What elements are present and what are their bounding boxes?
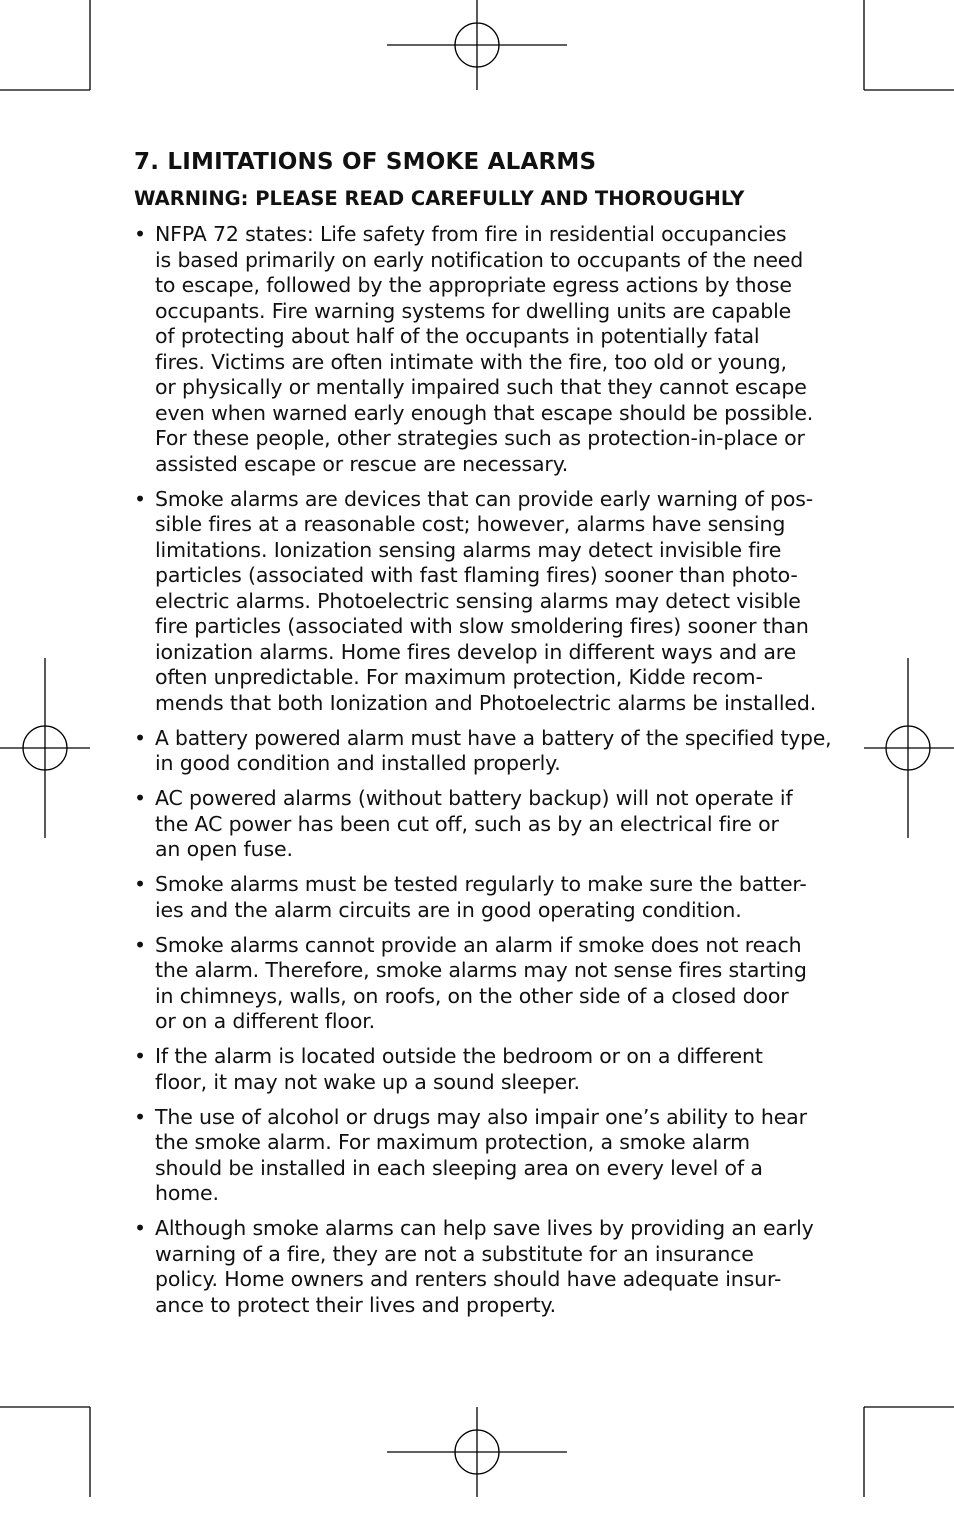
text-line: or on a different floor. [155, 1009, 375, 1033]
list-item [134, 1044, 834, 1095]
crop-mark-top-left [0, 0, 90, 90]
crop-mark-bottom-left [0, 1407, 90, 1497]
limitations-section [134, 146, 834, 1328]
text-line: even when warned early enough that escape should be possible. [155, 400, 814, 425]
text-line: A battery powered alarm must have a battery of the specified type, [155, 725, 832, 750]
bullet-marker: • [134, 1216, 146, 1240]
text-line: ionization alarms. Home fires develop in different ways and are [155, 639, 797, 664]
text-line: the AC power has been cut off, such as by an electrical fire or [155, 811, 779, 836]
registration-target-bottom [387, 1407, 567, 1497]
warning-heading: WARNING: PLEASE READ CAREFULLY AND THOROUGHLY [134, 187, 745, 210]
text-line: in good condition and installed properly. [155, 751, 561, 775]
text-line: limitations. Ionization sensing alarms may detect invisible fire [155, 537, 782, 562]
bullet-marker: • [134, 486, 146, 511]
text-line: fires. Victims are often intimate with the fire, too old or young, [155, 349, 787, 374]
text-line: Smoke alarms cannot provide an alarm if smoke does not reach [155, 932, 802, 957]
bullet-marker: • [134, 786, 146, 810]
text-line: the smoke alarm. For maximum protection, a smoke alarm [155, 1130, 750, 1154]
text-line: ies and the alarm circuits are in good operating condition. [155, 897, 742, 922]
text-line: Smoke alarms are devices that can provide early warning of pos- [155, 486, 814, 511]
crop-mark-top-right [864, 0, 954, 90]
text-line: or physically or mentally impaired such that they cannot escape [155, 375, 807, 399]
text-line: particles (associated with fast flaming fires) sooner than photo- [155, 563, 798, 587]
text-line: ance to protect their lives and property. [155, 1292, 556, 1317]
text-line: to escape, followed by the appropriate egress actions by those [155, 273, 792, 297]
list-item [134, 1216, 834, 1318]
text-line: Although smoke alarms can help save lives by providing an early [155, 1216, 814, 1240]
list-item [134, 726, 834, 777]
text-line: For these people, other strategies such as protection-in-place or [155, 426, 805, 450]
crop-mark-bottom-right [864, 1407, 954, 1497]
text-line: should be installed in each sleeping area on every level of a [155, 1155, 763, 1180]
text-line: policy. Home owners and renters should have adequate insur- [155, 1267, 782, 1291]
section-title: LIMITATIONS OF SMOKE ALARMS [167, 149, 597, 175]
limitations-list [134, 222, 834, 1318]
text-line: the alarm. Therefore, smoke alarms may not sense fires starting [155, 958, 807, 982]
text-line: of protecting about half of the occupants in potentially fatal [155, 324, 760, 348]
text-line: occupants. Fire warning systems for dwelling units are capable [155, 298, 792, 323]
registration-target-top [387, 0, 567, 90]
list-item [134, 872, 834, 923]
text-line: sible fires at a reasonable cost; however, alarms have sensing [155, 512, 786, 536]
text-line: AC powered alarms (without battery backup) will not operate if [155, 786, 793, 810]
text-line: assisted escape or rescue are necessary. [155, 451, 569, 476]
text-line: in chimneys, walls, on roofs, on the other side of a closed door [155, 983, 789, 1008]
bullet-marker: • [134, 222, 146, 246]
text-line: floor, it may not wake up a sound sleeper. [155, 1069, 580, 1094]
bullet-marker: • [134, 1104, 146, 1129]
registration-target-left [0, 658, 90, 838]
section-heading [134, 146, 834, 178]
bullet-marker: • [134, 1044, 146, 1068]
text-line: an open fuse. [155, 837, 293, 861]
section-number: 7. [134, 149, 160, 175]
list-item [134, 222, 834, 477]
registration-target-right [864, 658, 954, 838]
list-item [134, 933, 834, 1035]
text-line: is based primarily on early notification to occupants of the need [155, 247, 804, 272]
text-line: mends that both Ionization and Photoelectric alarms be installed. [155, 690, 817, 715]
list-item [134, 1105, 834, 1207]
list-item [134, 487, 834, 717]
bullet-marker: • [134, 932, 146, 957]
text-line: home. [155, 1181, 219, 1205]
text-line: often unpredictable. For maximum protection, Kidde recom- [155, 665, 763, 689]
text-line: The use of alcohol or drugs may also impair one’s ability to hear [155, 1104, 807, 1129]
bullet-marker: • [134, 725, 146, 750]
text-line: If the alarm is located outside the bedroom or on a different [155, 1044, 763, 1068]
list-item [134, 786, 834, 863]
bullet-marker: • [134, 872, 146, 896]
text-line: NFPA 72 states: Life safety from fire in residential occupancies [155, 222, 787, 246]
text-line: fire particles (associated with slow smoldering fires) sooner than [155, 614, 809, 638]
text-line: Smoke alarms must be tested regularly to make sure the batter- [155, 872, 807, 896]
text-line: warning of a fire, they are not a substitute for an insurance [155, 1241, 754, 1266]
text-line: electric alarms. Photoelectric sensing alarms may detect visible [155, 588, 801, 613]
